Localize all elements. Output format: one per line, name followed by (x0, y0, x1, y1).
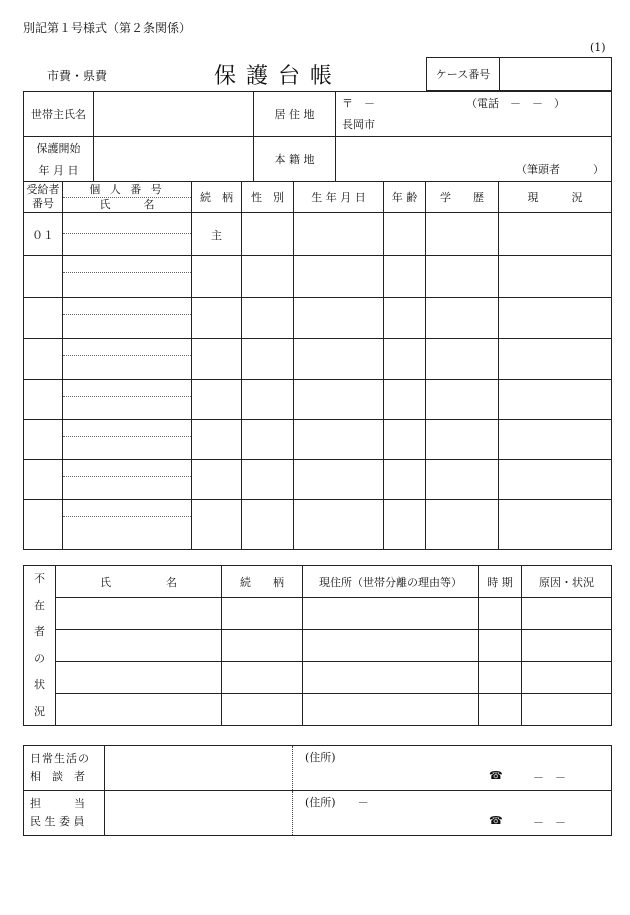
sex-cell[interactable] (242, 420, 294, 460)
welfare-label-2: 民 生 委 員 (30, 815, 85, 828)
recipient-no-cell[interactable]: ０１ (24, 213, 63, 256)
case-number-label: ケース番号 (427, 58, 500, 91)
recipient-no-cell[interactable] (24, 256, 63, 298)
personal-no-name-cell[interactable] (63, 500, 192, 550)
birthdate-cell[interactable] (294, 256, 384, 298)
absent-relation-cell[interactable] (222, 598, 303, 630)
welfare-phone: － － (533, 816, 566, 829)
sex-cell[interactable] (242, 256, 294, 298)
case-number-box (426, 57, 612, 91)
consultant-address-field[interactable] (293, 746, 612, 791)
absent-reason-cell[interactable] (522, 598, 612, 630)
members-table (23, 181, 612, 550)
status-cell[interactable] (499, 256, 612, 298)
personal-no-name-cell[interactable] (63, 256, 192, 298)
absent-name-header: 氏 名 (56, 566, 222, 598)
consultant-phone: － － (533, 771, 566, 784)
education-header: 学 歴 (426, 182, 499, 213)
absent-relation-cell[interactable] (222, 662, 303, 694)
absent-name-cell[interactable] (56, 662, 222, 694)
absent-side-char: 不 (34, 572, 45, 585)
sex-cell[interactable] (242, 380, 294, 420)
name-divider (63, 272, 191, 273)
member-row (24, 420, 612, 460)
recipient-no-cell[interactable] (24, 298, 63, 339)
member-row (24, 298, 612, 339)
relation-cell[interactable] (192, 500, 242, 550)
welfare-address-field[interactable] (293, 791, 612, 836)
absent-side-char: 況 (34, 704, 45, 718)
contacts-table (23, 745, 612, 836)
age-cell[interactable] (384, 298, 426, 339)
sex-cell[interactable] (242, 339, 294, 380)
relation-cell[interactable] (192, 256, 242, 298)
age-cell[interactable] (384, 339, 426, 380)
absent-row (24, 630, 612, 662)
household-head-label: 世帯主氏名 (24, 92, 94, 137)
recipient-no-header-1: 受給者 (26, 183, 60, 196)
absent-address-header: 現住所（世帯分離の理由等） (303, 566, 479, 598)
education-cell[interactable] (426, 339, 499, 380)
absent-relation-header: 続 柄 (222, 566, 303, 598)
name-divider (63, 355, 191, 356)
birthdate-cell[interactable] (294, 460, 384, 500)
recipient-no-cell[interactable] (24, 339, 63, 380)
recipient-no-header (24, 182, 63, 213)
personal-no-name-cell[interactable] (63, 339, 192, 380)
absent-address-cell[interactable] (303, 694, 479, 726)
welfare-label-1: 担 当 (30, 797, 85, 810)
recipient-no-cell[interactable] (24, 380, 63, 420)
absent-row (24, 598, 612, 630)
relation-cell[interactable] (192, 298, 242, 339)
absent-period-cell[interactable] (479, 694, 522, 726)
relation-cell[interactable]: 主 (192, 213, 242, 256)
age-cell[interactable] (384, 380, 426, 420)
education-cell[interactable] (426, 213, 499, 256)
absent-address-cell[interactable] (303, 630, 479, 662)
protection-start-label-1: 保護開始 (36, 142, 81, 155)
absent-side-char: の (34, 651, 45, 665)
recipient-no-cell[interactable] (24, 420, 63, 460)
status-cell[interactable] (499, 213, 612, 256)
birthdate-cell[interactable] (294, 420, 384, 460)
sex-header: 性 別 (242, 182, 294, 213)
absent-address-cell[interactable] (303, 662, 479, 694)
sex-cell[interactable] (242, 460, 294, 500)
member-row (24, 213, 612, 256)
absent-reason-cell[interactable] (522, 694, 612, 726)
absent-reason-cell[interactable] (522, 662, 612, 694)
education-cell[interactable] (426, 298, 499, 339)
status-cell[interactable] (499, 339, 612, 380)
funding-label: 市費・県費 (47, 69, 108, 83)
member-row (24, 460, 612, 500)
sex-cell[interactable] (242, 213, 294, 256)
residence-field[interactable] (336, 92, 612, 137)
absent-side-char: 者 (34, 625, 45, 638)
protection-start-label (24, 137, 94, 182)
relation-cell[interactable] (192, 380, 242, 420)
protection-start-label-2: 年 月 日 (38, 164, 79, 177)
postal-mark: 〒 － (342, 97, 375, 110)
absent-header-row (24, 566, 612, 598)
personal-no-name-cell[interactable] (63, 380, 192, 420)
sex-cell[interactable] (242, 298, 294, 339)
age-cell[interactable] (384, 256, 426, 298)
city-label: 長岡市 (342, 118, 375, 131)
age-header: 年 齢 (384, 182, 426, 213)
relation-cell[interactable] (192, 460, 242, 500)
name-divider (63, 233, 191, 234)
status-header: 現 況 (499, 182, 612, 213)
absent-reason-cell[interactable] (522, 630, 612, 662)
education-cell[interactable] (426, 460, 499, 500)
residence-label: 居 住 地 (254, 92, 336, 137)
member-row (24, 339, 612, 380)
absent-period-cell[interactable] (479, 630, 522, 662)
consultant-name-field[interactable] (105, 746, 293, 791)
absent-side-label (24, 566, 56, 726)
name-divider (63, 516, 191, 517)
birthdate-header: 生 年 月 日 (294, 182, 384, 213)
absent-row (24, 694, 612, 726)
absent-period-header: 時 期 (479, 566, 522, 598)
age-cell[interactable] (384, 420, 426, 460)
age-cell[interactable] (384, 213, 426, 256)
status-cell[interactable] (499, 298, 612, 339)
name-divider (63, 436, 191, 437)
form-label: 別記第１号様式（第２条関係） (23, 21, 192, 35)
relation-cell[interactable] (192, 420, 242, 460)
absent-name-cell[interactable] (56, 630, 222, 662)
absent-address-cell[interactable] (303, 598, 479, 630)
status-cell[interactable] (499, 420, 612, 460)
education-cell[interactable] (426, 380, 499, 420)
absent-reason-header: 原因・状況 (522, 566, 612, 598)
member-row (24, 380, 612, 420)
relation-cell[interactable] (192, 339, 242, 380)
status-cell[interactable] (499, 380, 612, 420)
absent-side-char: 在 (34, 598, 45, 612)
consultant-label-1: 日常生活の (30, 752, 90, 765)
sex-cell[interactable] (242, 500, 294, 550)
absent-relation-cell[interactable] (222, 694, 303, 726)
family-head-label: （筆頭者 ） (516, 163, 604, 176)
case-number-field[interactable] (500, 58, 612, 91)
birthdate-cell[interactable] (294, 213, 384, 256)
phone-icon: ☎ (489, 769, 503, 782)
absent-period-cell[interactable] (479, 662, 522, 694)
age-cell[interactable] (384, 500, 426, 550)
page-number: (1) (590, 41, 606, 54)
absent-period-cell[interactable] (479, 598, 522, 630)
name-header: 氏 名 (63, 197, 191, 212)
education-cell[interactable] (426, 420, 499, 460)
welfare-commissioner-label (24, 791, 105, 836)
birthdate-cell[interactable] (294, 339, 384, 380)
birthdate-cell[interactable] (294, 500, 384, 550)
page-title: 保護台帳 (214, 64, 343, 89)
education-cell[interactable] (426, 256, 499, 298)
personal-no-name-cell[interactable] (63, 213, 192, 256)
member-row (24, 256, 612, 298)
member-row (24, 500, 612, 550)
personal-no-name-cell[interactable] (63, 298, 192, 339)
consultant-label (24, 746, 105, 791)
recipient-no-cell[interactable] (24, 500, 63, 550)
status-cell[interactable] (499, 500, 612, 550)
domicile-label: 本 籍 地 (254, 137, 336, 182)
household-info-table (23, 91, 612, 182)
status-cell[interactable] (499, 460, 612, 500)
household-head-field[interactable] (94, 92, 254, 137)
consultant-label-2: 相 談 者 (30, 770, 85, 783)
personal-no-name-header (63, 182, 192, 213)
absent-name-cell[interactable] (56, 694, 222, 726)
welfare-address-label: (住所) － (305, 796, 369, 809)
name-divider (63, 476, 191, 477)
relation-header: 続 柄 (192, 182, 242, 213)
absent-side-char: 状 (34, 678, 45, 691)
name-divider (63, 396, 191, 397)
birthdate-cell[interactable] (294, 298, 384, 339)
name-divider (63, 314, 191, 315)
consultant-address-label: (住所) (305, 751, 336, 764)
absent-name-cell[interactable] (56, 598, 222, 630)
personal-no-name-cell[interactable] (63, 420, 192, 460)
welfare-name-field[interactable] (105, 791, 293, 836)
recipient-no-cell[interactable] (24, 460, 63, 500)
phone-icon: ☎ (489, 814, 503, 827)
absent-relation-cell[interactable] (222, 630, 303, 662)
personal-no-header: 個 人 番 号 (89, 182, 165, 196)
domicile-field[interactable] (336, 137, 612, 182)
absent-members-table (23, 565, 612, 726)
phone-label: （電話 － － ） (466, 97, 565, 110)
education-cell[interactable] (426, 500, 499, 550)
personal-no-name-cell[interactable] (63, 460, 192, 500)
recipient-no-header-2: 番号 (32, 197, 54, 210)
age-cell[interactable] (384, 460, 426, 500)
absent-row (24, 662, 612, 694)
protection-start-field[interactable] (94, 137, 254, 182)
birthdate-cell[interactable] (294, 380, 384, 420)
